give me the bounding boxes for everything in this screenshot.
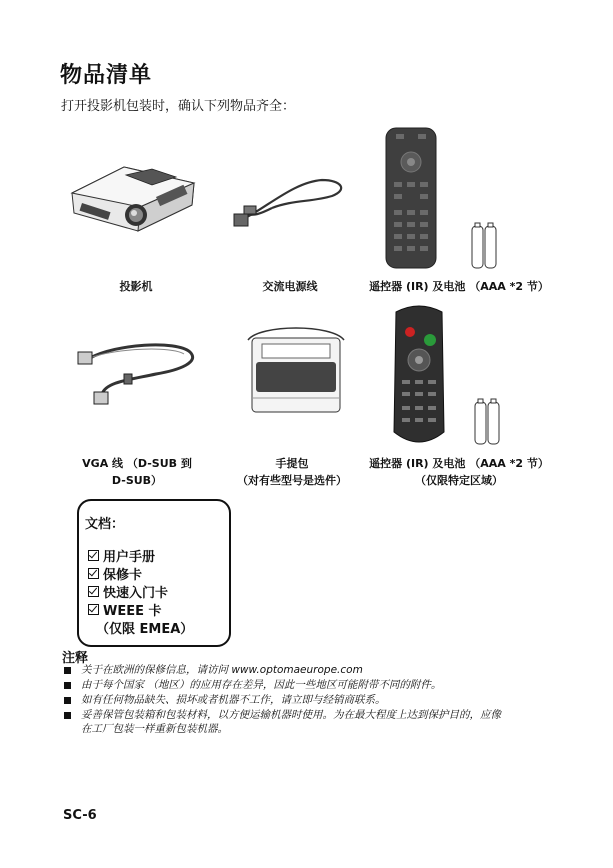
intro-text: 打开投影机包装时，确认下列物品齐全： [61,99,296,114]
remote-caption: 遥控器 (IR) 及电池 （AAA *2 节） [369,280,549,293]
remote2-caption-line2: （仅限特定区域） [415,474,503,487]
vga-caption-line2: D-SUB） [111,474,163,487]
bullet-icon [64,682,71,689]
bullet-icon [64,697,71,704]
carrying-bag-image [240,322,352,416]
carrying-bag-caption [222,455,362,489]
document-item: WEEE 卡 [88,600,162,619]
remote-2-caption [364,455,554,489]
checkbox-icon [88,586,99,597]
remote-control-image [382,126,440,270]
projector-image [66,155,198,233]
vga-caption-line1: VGA 线 （D-SUB 到 [82,457,192,470]
document-item: 快速入门卡 [88,582,168,601]
weee-note: （仅限 EMEA） [96,622,194,637]
bag-caption-line2: （对有些型号是选件） [237,474,347,487]
page-number: SC-6 [63,808,97,823]
bag-caption-line1: 手提包 [275,457,309,470]
power-cord-caption: 交流电源线 [262,280,318,293]
batteries-2-image [474,398,500,446]
document-item: 用户手册 [88,546,155,565]
vga-cable-image [76,336,200,408]
page-title: 物品清单 [60,63,153,88]
power-cord-image [232,170,352,232]
checkbox-icon [88,604,99,615]
bullet-icon [64,667,71,674]
batteries-image [471,222,497,270]
checkbox-icon [88,568,99,579]
document-item: 保修卡 [88,564,142,583]
vga-cable-caption [72,455,202,489]
bullet-icon [64,712,71,719]
notes-title: 注释 [62,651,89,666]
projector-caption: 投影机 [119,280,153,293]
remote-control-2-image [390,302,448,450]
checkbox-icon [88,550,99,561]
documents-title: 文档： [85,517,125,532]
remote2-caption-line1: 遥控器 (IR) 及电池 （AAA *2 节） [369,457,549,470]
